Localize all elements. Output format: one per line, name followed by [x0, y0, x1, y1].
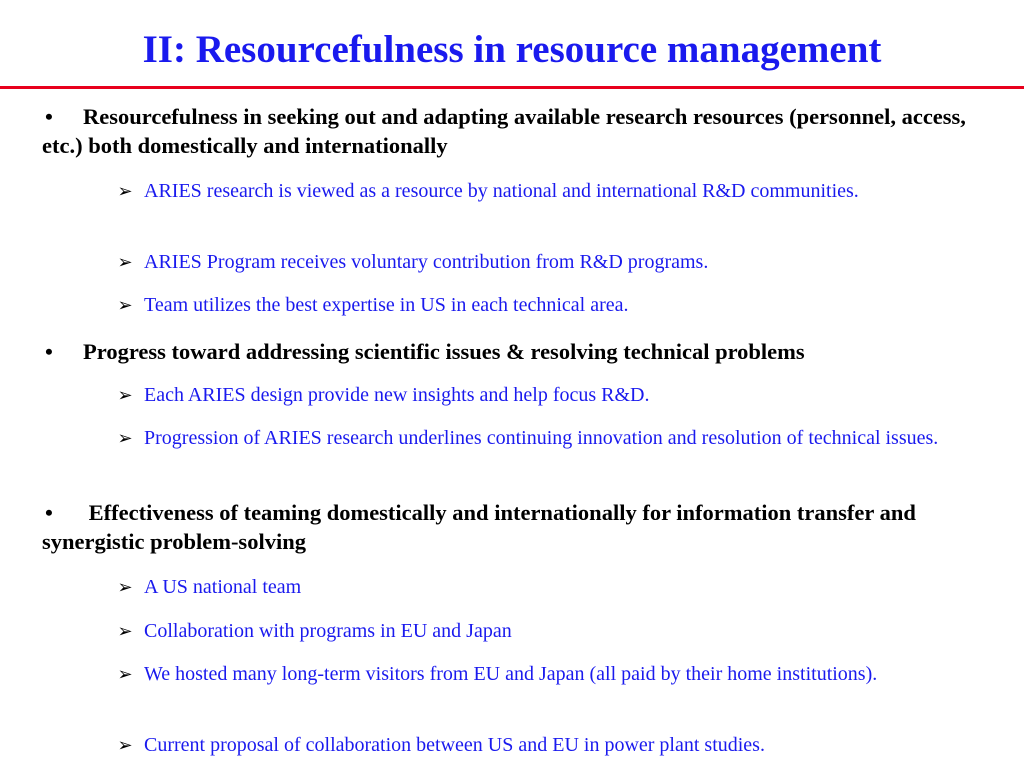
sub-bullet-text: Collaboration with programs in EU and Japan: [144, 620, 512, 642]
arrow-bullet-icon: ➢: [117, 295, 133, 315]
arrow-bullet-icon: ➢: [117, 181, 133, 201]
bullet-dot-icon: •: [45, 104, 53, 129]
sub-bullet-text: ARIES research is viewed as a resource by national and international R&D communities.: [144, 180, 859, 202]
sub-bullet: [106, 382, 1006, 409]
sub-bullet-text: A US national team: [144, 576, 302, 598]
sub-bullet-text: Each ARIES design provide new insights and help focus R&D.: [144, 384, 650, 406]
slide-title: II: Resourcefulness in resource management: [142, 28, 882, 71]
sub-bullet: [106, 249, 1006, 276]
main-bullet-text: Progress toward addressing scientific issues & resolving technical problems: [83, 339, 805, 364]
main-bullet-1: [42, 102, 1002, 160]
sub-bullet: [106, 292, 1006, 319]
sub-bullet: [106, 574, 1006, 601]
sub-bullet: [106, 425, 1006, 452]
bullet-dot-icon: •: [45, 500, 53, 525]
sub-bullet: [106, 178, 1006, 205]
arrow-bullet-icon: ➢: [117, 735, 133, 755]
main-bullet-text: Effectiveness of teaming domestically and internationally for information transfer and synergistic problem-solving: [42, 500, 916, 554]
main-bullet-3: [42, 498, 1002, 556]
arrow-bullet-icon: ➢: [117, 621, 133, 641]
sub-bullet-text: Current proposal of collaboration between US and EU in power plant studies.: [144, 734, 765, 756]
arrow-bullet-icon: ➢: [117, 252, 133, 272]
bullet-dot-icon: •: [45, 339, 53, 364]
main-bullet-text: Resourcefulness in seeking out and adapting available research resources (personnel, access, etc.) both domestically and internationally: [42, 104, 966, 158]
sub-bullet-text: Progression of ARIES research underlines continuing innovation and resolution of technical issues.: [144, 427, 939, 449]
sub-bullet: [106, 732, 1006, 759]
main-bullet-2: [42, 337, 1002, 366]
sub-bullet: [106, 618, 1006, 645]
sub-bullet-text: Team utilizes the best expertise in US in each technical area.: [144, 294, 629, 316]
sub-bullet-text: ARIES Program receives voluntary contribution from R&D programs.: [144, 251, 709, 273]
arrow-bullet-icon: ➢: [117, 428, 133, 448]
sub-bullet: [106, 661, 1006, 688]
arrow-bullet-icon: ➢: [117, 577, 133, 597]
arrow-bullet-icon: ➢: [117, 664, 133, 684]
arrow-bullet-icon: ➢: [117, 385, 133, 405]
sub-bullet-text: We hosted many long-term visitors from EU and Japan (all paid by their home institutions).: [144, 663, 878, 685]
